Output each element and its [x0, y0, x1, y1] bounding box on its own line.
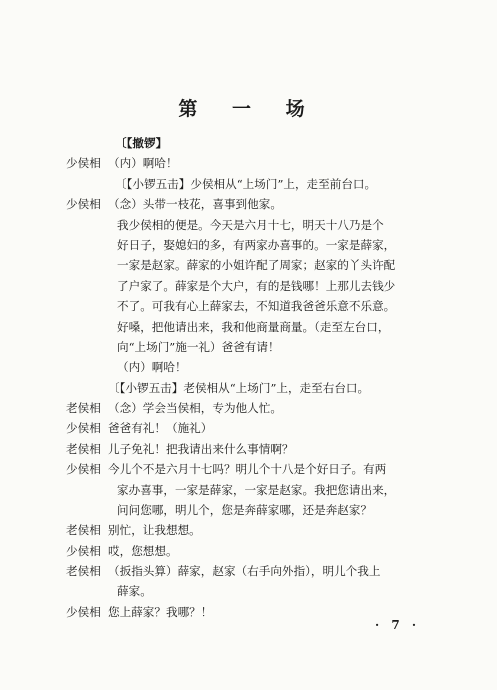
script-line: 一家是赵家。薛家的小姐许配了周家；赵家的丫头许配 [117, 258, 396, 272]
script-line: 向“上场门”施一礼）爸爸有请！ [117, 340, 280, 354]
script-line: 我少侯相的便是。今天是六月十七，明天十八乃是个 [117, 218, 384, 232]
scene-title: 第 一 场 [178, 98, 319, 120]
speaker-name: 少侯相 [66, 605, 101, 619]
dialogue-line: 爸爸有礼！（施礼） [108, 421, 213, 435]
script-line: （内）啊哈！ [117, 360, 187, 374]
speaker-name: 老侯相 [66, 564, 101, 578]
speaker-name: 少侯相 [66, 197, 101, 211]
script-line: 家办喜事，一家是薛家，一家是赵家。我把您请出来， [117, 483, 396, 497]
dialogue-line: （内）啊哈！ [108, 156, 178, 170]
dialogue-line: 别忙，让我想想。 [108, 523, 201, 537]
script-line: 了户家了。薛家是个大户，有的是钱哪！上那儿去钱少 [117, 279, 396, 293]
speaker-name: 少侯相 [66, 156, 101, 170]
script-line: 〔【小锣五击】老侯相从“上场门”上，走至右台口。 [108, 381, 370, 395]
dialogue-line: （扳指头算）薛家，赵家（右手向外指），明儿个我上 [108, 564, 381, 578]
speaker-name: 老侯相 [66, 401, 101, 415]
script-line: 薛家。 [117, 584, 152, 598]
page-number: · 7 · [375, 618, 421, 632]
dialogue-line: 今儿个不是六月十七吗？明儿个十八是个好日子。有两 [108, 462, 387, 476]
dialogue-line: （念）头带一枝花，喜事到他家。 [108, 197, 282, 211]
speaker-name: 老侯相 [66, 442, 101, 456]
script-line: 好日子，娶媳妇的多，有两家办喜事的。一家是薛家， [117, 238, 396, 252]
speaker-name: 少侯相 [66, 421, 101, 435]
script-line: 问问您哪，明儿个，您是奔薛家哪，还是奔赵家？ [117, 503, 373, 517]
script-line: 〔【小锣五击】少侯相从“上场门”上，走至前台口。 [115, 177, 377, 191]
dialogue-line: 儿子免礼！把我请出来什么事情啊？ [108, 442, 294, 456]
script-line: 好嗓，把他请出来，我和他商量商量。（走至左台口， [117, 320, 390, 334]
speaker-name: 老侯相 [66, 523, 101, 537]
dialogue-line: 您上薛家？我哪？！ [108, 605, 213, 619]
speaker-name: 少侯相 [66, 462, 101, 476]
script-line: 不了。可我有心上薛家去，不知道我爸爸乐意不乐意。 [117, 299, 396, 313]
dialogue-line: （念）学会当侯相，专为他人忙。 [108, 401, 282, 415]
script-line: 〔【撤锣】 [115, 136, 168, 150]
dialogue-line: 哎，您想想。 [108, 544, 178, 558]
speaker-name: 少侯相 [66, 544, 101, 558]
